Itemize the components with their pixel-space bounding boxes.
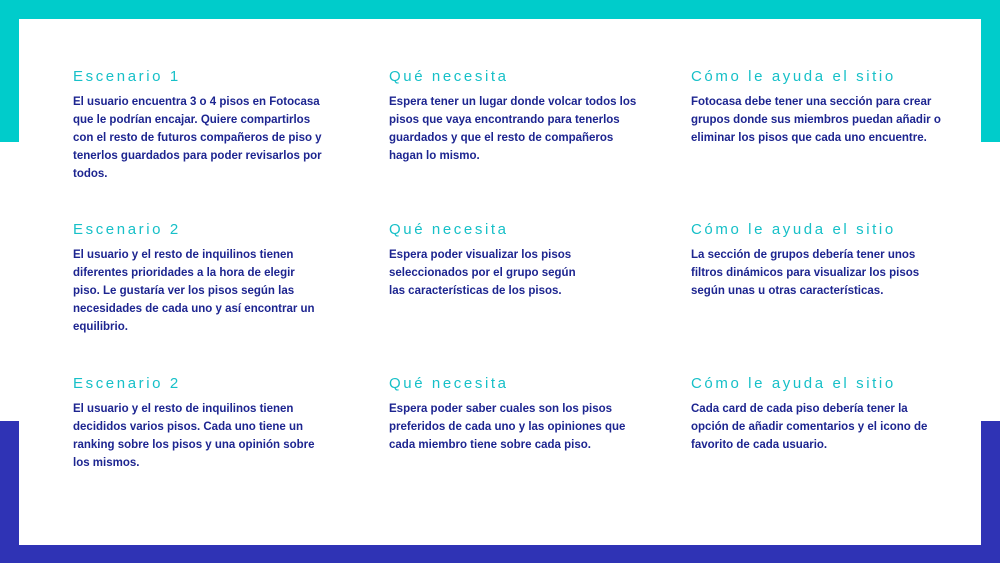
help-2-cell <box>691 221 951 300</box>
scenario-1-cell <box>73 68 333 183</box>
scenario-title: Escenario 2 <box>73 375 181 392</box>
need-description: Espera poder visualizar los pisos seleccionados por el grupo según las características de los pisos. <box>389 249 576 297</box>
help-title: Cómo le ayuda el sitio <box>691 375 896 392</box>
scenario-description: El usuario y el resto de inquilinos tienen diferentes prioridades a la hora de elegir piso. Le gustaría ver los pisos según las necesidades de cada uno y así encontrar un equilibrio. <box>73 249 315 333</box>
need-description: Espera poder saber cuales son los pisos preferidos de cada uno y las opiniones que cada miembro tiene sobre cada piso. <box>389 403 626 451</box>
need-1-cell <box>389 68 649 165</box>
scenario-description: El usuario encuentra 3 o 4 pisos en Fotocasa que le podrían encajar. Quiere compartirlos con el resto de futuros compañeros de piso y tenerlos guardados para poder revisarlos por todos. <box>73 96 322 180</box>
need-3-cell <box>389 375 649 454</box>
help-1-cell <box>691 68 951 147</box>
need-description: Espera tener un lugar donde volcar todos los pisos que vaya encontrando para tenerlos guardados y que el resto de compañeros hagan lo mismo. <box>389 96 637 162</box>
scenario-title: Escenario 2 <box>73 221 181 238</box>
help-description: Fotocasa debe tener una sección para crear grupos donde sus miembros puedan añadir o eliminar los pisos que cada uno encuentre. <box>691 96 941 144</box>
scenario-2-cell <box>73 221 333 336</box>
need-title: Qué necesita <box>389 221 509 238</box>
help-title: Cómo le ayuda el sitio <box>691 221 896 238</box>
help-3-cell <box>691 375 951 454</box>
scenario-3-cell <box>73 375 333 472</box>
help-description: Cada card de cada piso debería tener la opción de añadir comentarios y el icono de favorito de cada usuario. <box>691 403 928 451</box>
scenario-title: Escenario 1 <box>73 68 181 85</box>
help-description: La sección de grupos debería tener unos filtros dinámicos para visualizar los pisos según unas u otras características. <box>691 249 920 297</box>
content-card <box>19 19 981 545</box>
need-title: Qué necesita <box>389 375 509 392</box>
need-title: Qué necesita <box>389 68 509 85</box>
need-2-cell <box>389 221 649 300</box>
help-title: Cómo le ayuda el sitio <box>691 68 896 85</box>
scenario-description: El usuario y el resto de inquilinos tienen decididos varios pisos. Cada uno tiene un ranking sobre los pisos y una opinión sobre los mismos. <box>73 403 315 469</box>
